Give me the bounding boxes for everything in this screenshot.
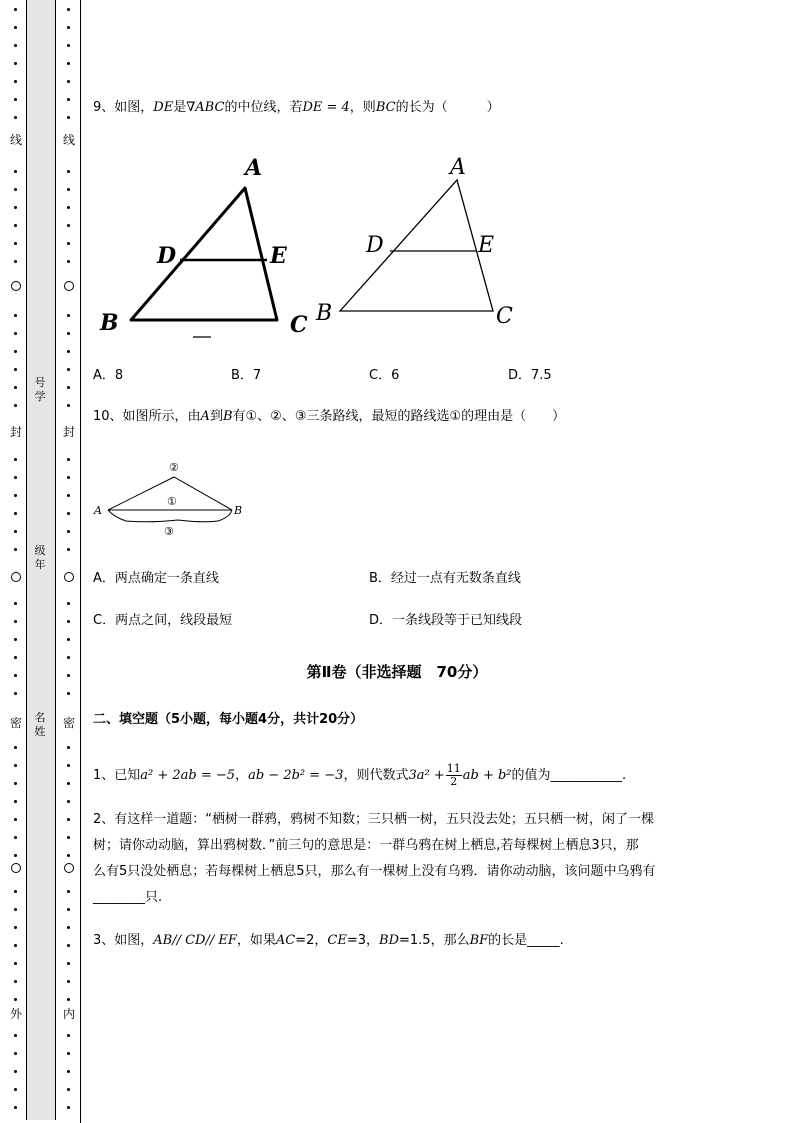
binding-dot [14, 206, 17, 209]
binding-dot [14, 494, 17, 497]
binding-dot [67, 332, 70, 335]
binding-dot [67, 836, 70, 839]
outer-mark-wai: 外 [9, 1007, 22, 1021]
q9-figure-handdrawn [95, 150, 325, 345]
binding-dot [67, 1034, 70, 1037]
binding-dot [14, 980, 17, 983]
binding-dot [14, 944, 17, 947]
binding-dot [67, 962, 70, 965]
binding-dot [67, 368, 70, 371]
binding-dot [67, 8, 70, 11]
binding-dot [67, 206, 70, 209]
binding-dot [67, 476, 70, 479]
q10-option-a: A．两点确定一条直线 [93, 571, 219, 586]
binding-dot [67, 890, 70, 893]
fill-2-line: 2、有这样一道题：“栖树一群鸦，鸦树不知数；三只栖一树，五只没去处；五只栖一树，闲了一棵 [93, 812, 655, 827]
binding-dot [67, 692, 70, 695]
fill-2-line: ________只. [93, 890, 163, 905]
label-b: B [234, 504, 243, 517]
fill-2-line: 么有5只没处栖息；若每棵树上栖息5只，那么有一棵树上没有乌鸦．请你动动脑，该问题中乌鸦有 [93, 864, 656, 879]
binding-dot [14, 764, 17, 767]
label-b: B [316, 301, 333, 326]
q9-stem: 9、如图，DE是∇ABC的中位线，若DE = 4，则BC的长为（ ） [93, 100, 500, 115]
binding-dot [14, 98, 17, 101]
label-a: A [94, 504, 102, 517]
binding-dot [67, 260, 70, 263]
binding-dot [67, 188, 70, 191]
binding-dot [14, 1070, 17, 1073]
binding-dot [14, 998, 17, 1001]
binding-dot [14, 530, 17, 533]
binding-dot [67, 602, 70, 605]
fill-1: 1、已知a² + 2ab = −5，ab − 2b² = −3，则代数式3a² + $\frac{11}{2}$ ab + b²的值为___________. [93, 762, 627, 788]
binding-dot [67, 800, 70, 803]
binding-dot [67, 908, 70, 911]
inner-mark-feng: 封 [62, 425, 75, 439]
binding-dot [14, 800, 17, 803]
outer-mark-feng: 封 [9, 425, 22, 439]
label-c: C [290, 312, 308, 338]
binding-dot [67, 314, 70, 317]
label-d: D [366, 233, 384, 258]
q10-option-b: B．经过一点有无数条直线 [369, 571, 521, 586]
binding-dot [67, 638, 70, 641]
section-2-title: 第Ⅱ卷（非选择题 70分） [306, 663, 488, 681]
name-label: 名 姓 [34, 711, 46, 738]
binding-dot [67, 350, 70, 353]
fill-2 [93, 807, 753, 911]
binding-dot [14, 242, 17, 245]
binding-dot [67, 854, 70, 857]
inner-mark-nei: 内 [62, 1007, 75, 1021]
label-d: D [157, 243, 177, 269]
inner-mark-xian: 线 [62, 133, 75, 147]
grade-label: 级 年 [34, 544, 46, 571]
binding-dot [67, 98, 70, 101]
binding-dot [14, 1088, 17, 1091]
binding-dot [14, 782, 17, 785]
binding-dot [14, 854, 17, 857]
binding-dot [67, 404, 70, 407]
binding-dot [14, 260, 17, 263]
inner-circle [64, 281, 74, 291]
binding-dot [67, 80, 70, 83]
binding-dot [14, 188, 17, 191]
fraction-11-over-2: $\frac{11}{2}$ [446, 762, 461, 788]
outer-mark-xian: 线 [9, 133, 22, 147]
label-e: E [478, 233, 495, 258]
label-route-1: ① [167, 495, 177, 508]
binding-dot [14, 692, 17, 695]
binding-dot [14, 314, 17, 317]
binding-dot [67, 458, 70, 461]
binding-dot [14, 638, 17, 641]
binding-dot [14, 386, 17, 389]
binding-dot [14, 62, 17, 65]
binding-dot [14, 350, 17, 353]
binding-dot [67, 944, 70, 947]
binding-dot [14, 512, 17, 515]
binding-dot [14, 116, 17, 119]
q9-option-d: D．7.5 [508, 368, 552, 383]
binding-dot [67, 1106, 70, 1109]
label-b: B [100, 310, 119, 336]
binding-dot [14, 656, 17, 659]
binding-dot [14, 962, 17, 965]
binding-dot [14, 80, 17, 83]
binding-dot [67, 782, 70, 785]
binding-dot [67, 1088, 70, 1091]
binding-dot [67, 116, 70, 119]
binding-dot [14, 1052, 17, 1055]
label-route-3: ③ [164, 525, 174, 538]
binding-dot [67, 512, 70, 515]
binding-dot [14, 404, 17, 407]
binding-dot [14, 548, 17, 551]
triangle-abc [340, 180, 493, 311]
binding-dot [14, 746, 17, 749]
label-a: A [450, 155, 466, 180]
outer-circle [11, 572, 21, 582]
fill-3: 3、如图，AB// CD// EF，如果AC=2，CE=3，BD=1.5，那么BF的长是_____. [93, 933, 564, 948]
q9-option-a: A．8 [93, 368, 124, 383]
label-e: E [270, 243, 287, 269]
binding-dot [14, 26, 17, 29]
binding-dot [14, 458, 17, 461]
binding-dot [14, 8, 17, 11]
binding-dot [67, 494, 70, 497]
triangle-abc-bold [131, 188, 277, 320]
binding-dot [67, 746, 70, 749]
binding-dot [67, 62, 70, 65]
label-c: C [496, 304, 513, 329]
q10-option-c: C．两点之间，线段最短 [93, 613, 233, 628]
binding-dot [67, 530, 70, 533]
outer-circle [11, 863, 21, 873]
binding-dot [67, 548, 70, 551]
binding-dot [67, 44, 70, 47]
binding-dot [14, 476, 17, 479]
inner-mark-mi: 密 [62, 716, 75, 730]
binding-dot [14, 818, 17, 821]
binding-dot [14, 836, 17, 839]
binding-dot [67, 980, 70, 983]
binding-dot [67, 656, 70, 659]
binding-dot [67, 926, 70, 929]
inner-circle [64, 863, 74, 873]
binding-dot [67, 998, 70, 1001]
section-2-subtitle: 二、填空题（5小题，每小题4分，共计20分） [93, 712, 364, 727]
binding-dot [67, 1070, 70, 1073]
binding-dot [14, 1034, 17, 1037]
margin-divider-line [80, 0, 81, 1123]
binding-dot [14, 908, 17, 911]
binding-dot [14, 368, 17, 371]
outer-mark-mi: 密 [9, 716, 22, 730]
binding-dot [14, 332, 17, 335]
binding-dot [14, 44, 17, 47]
binding-dot [67, 26, 70, 29]
q10-stem: 10、如图所示，由A到B有①、②、③三条路线，最短的路线选①的理由是（ ） [93, 409, 566, 424]
binding-dot [67, 386, 70, 389]
binding-dot [67, 620, 70, 623]
binding-dot [14, 170, 17, 173]
q9-option-c: C．6 [369, 368, 400, 383]
binding-dot [14, 224, 17, 227]
binding-dot [67, 1052, 70, 1055]
binding-dot [67, 242, 70, 245]
label-route-2: ② [169, 461, 179, 474]
binding-dot [14, 890, 17, 893]
student-number-label: 号 学 [34, 376, 46, 403]
inner-circle [64, 572, 74, 582]
binding-dot [67, 170, 70, 173]
binding-dot [14, 1106, 17, 1109]
label-a: A [245, 155, 263, 181]
binding-dot [67, 818, 70, 821]
q9-option-b: B．7 [231, 368, 262, 383]
q9-figure-clean [310, 150, 530, 335]
binding-dot [14, 620, 17, 623]
q10-figure [90, 455, 250, 540]
binding-dot [14, 602, 17, 605]
q10-option-d: D．一条线段等于已知线段 [369, 613, 523, 628]
outer-circle [11, 281, 21, 291]
route-3 [108, 510, 232, 522]
binding-dot [14, 926, 17, 929]
binding-dot [67, 224, 70, 227]
binding-dot [67, 764, 70, 767]
fill-2-line: 树；请你动动脑，算出鸦树数．”前三句的意思是：一群乌鸦在树上栖息,若每棵树上栖息3只，那 [93, 838, 639, 853]
